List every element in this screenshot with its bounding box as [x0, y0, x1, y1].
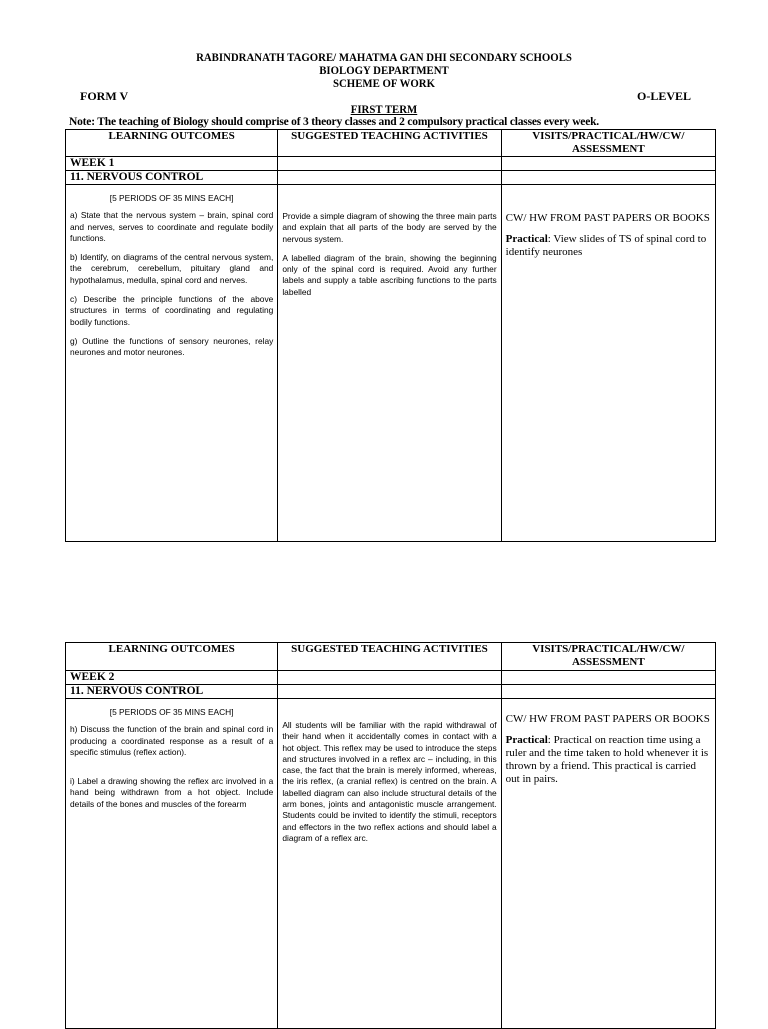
teaching-activities-cell [278, 699, 501, 1029]
activity-item: A labelled diagram of the brain, showing the beginning only of the spinal cord is required. Avoid any further labels and supply a table ascribing functions to the parts labelled [282, 252, 497, 297]
cw-hw-note: CW/ HW FROM PAST PAPERS OR BOOKS [505, 713, 710, 725]
topic-row [66, 685, 716, 699]
header-visits-line1: VISITS/PRACTICAL/HW/CW/ [532, 130, 685, 142]
topic-label: 11. NERVOUS CONTROL [66, 171, 278, 185]
cw-hw-note: CW/ HW FROM PAST PAPERS OR BOOKS [505, 212, 710, 224]
activity-item: Provide a simple diagram of showing the three main parts and explain that all parts of the body are served by the nervous system. [282, 211, 497, 244]
content-row [66, 699, 716, 1029]
outcome-item: g) Outline the functions of sensory neurones, relay neurones and motor neurones. [70, 335, 274, 358]
level-label: O-LEVEL [637, 89, 692, 103]
header-visits-line1: VISITS/PRACTICAL/HW/CW/ [532, 643, 685, 655]
school-name: RABINDRANATH TAGORE/ MAHATMA GAN DHI SECONDARY SCHOOLS [196, 50, 572, 64]
practical-label: Practical [505, 233, 548, 245]
outcome-item: i) Label a drawing showing the reflex arc involved in a hand being withdrawn from a hot object. Include details of the bones and muscles of the forearm [70, 776, 274, 809]
practical-label: Practical [505, 734, 548, 746]
header-teaching-activities: SUGGESTED TEACHING ACTIVITIES [278, 130, 501, 157]
visits-cell [501, 185, 715, 542]
week-label: WEEK 1 [66, 157, 278, 171]
header-learning-outcomes: LEARNING OUTCOMES [66, 643, 278, 671]
header-teaching-activities: SUGGESTED TEACHING ACTIVITIES [278, 643, 501, 671]
activity-item: All students will be familiar with the rapid withdrawal of their hand when it accidentally comes in contact with a hot object. This reflex may be used to introduce the steps and structures involved in a reflex arc – including, in this case, the fact that the brain is merely informed, whereas, the iris reflex, (a cranial reflex) is centred on the brain. A labelled diagram can also include structural details of the arm bones, joints and antagonistic muscle arrangement. Students could be invited to identify the stimuli, receptors and effectors in the two reflex actions and should label a diagram of a reflex arc. [282, 720, 497, 843]
topic-row [66, 171, 716, 185]
outcome-item: h) Discuss the function of the brain and spinal cord in producing a coordinated response as a result of a specific stimulus (reflex action). [70, 724, 274, 757]
practical-text: : Practical on reaction time using a ruler and the time taken to hold whenever it is thrown by a friend. This practical is carried out in pairs. [505, 734, 709, 785]
teaching-note: Note: The teaching of Biology should comprise of 3 theory classes and 2 compulsory practical classes every week. [69, 116, 599, 128]
week-row [66, 157, 716, 171]
document-title: SCHEME OF WORK [332, 76, 436, 90]
learning-outcomes-cell [66, 185, 278, 542]
form-label: FORM V [80, 89, 129, 103]
scheme-table-week2 [65, 642, 716, 1029]
practical-note [506, 734, 711, 786]
header-visits [501, 130, 715, 157]
outcome-item: a) State that the nervous system – brain, spinal cord and nerves, serves to coordinate and regulate bodily functions. [70, 210, 274, 243]
practical-text: : View slides of TS of spinal cord to identify neurones [505, 233, 707, 258]
teaching-activities-cell [278, 185, 501, 542]
department-name: BIOLOGY DEPARTMENT [319, 63, 449, 77]
outcome-item: b) Identify, on diagrams of the central nervous system, the cerebrum, cerebellum, pituitary gland and hypothalamus, medulla, spinal cord and nerves. [70, 252, 274, 285]
term-title: FIRST TERM [350, 102, 418, 116]
week-label: WEEK 2 [66, 671, 278, 685]
header-visits-line2: ASSESSMENT [571, 143, 645, 155]
visits-cell [501, 699, 715, 1029]
header-visits [501, 643, 715, 671]
table-header-row [66, 643, 716, 671]
outcome-item: c) Describe the principle functions of the above structures in terms of coordinating and regulating bodily functions. [70, 294, 274, 327]
periods-note: [5 PERIODS OF 35 MINS EACH] [109, 193, 234, 203]
scheme-table-week1 [65, 129, 716, 542]
topic-label: 11. NERVOUS CONTROL [66, 685, 278, 699]
table-header-row [66, 130, 716, 157]
content-row [66, 185, 716, 542]
week-row [66, 671, 716, 685]
learning-outcomes-cell [66, 699, 278, 1029]
practical-note [506, 233, 711, 259]
header-learning-outcomes: LEARNING OUTCOMES [66, 130, 278, 157]
periods-note: [5 PERIODS OF 35 MINS EACH] [109, 707, 234, 717]
header-visits-line2: ASSESSMENT [571, 656, 645, 668]
